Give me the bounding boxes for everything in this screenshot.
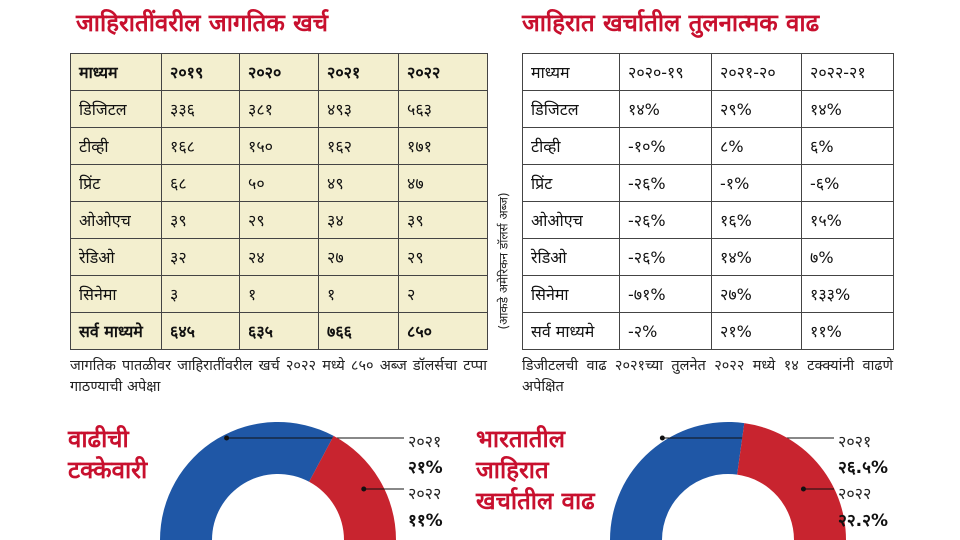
growth-row-label: टीव्ही [523,128,620,165]
spend-row-label: प्रिंट [71,165,162,202]
donut1-value-2021: २१% [408,458,443,478]
spend-cell: ३९ [162,202,240,239]
spend-header-row [71,54,488,91]
growth-column-header: माध्यम [523,54,620,91]
growth-cell: २१% [712,313,802,350]
growth-cell: १४% [620,91,712,128]
donut1-slice-0 [160,422,334,540]
growth-cell: २९% [712,91,802,128]
spend-cell: ४७ [399,165,488,202]
growth-cell: १३३% [802,276,894,313]
growth-cell: ६% [802,128,894,165]
spend-cell: ५० [240,165,319,202]
spend-row-label: सर्व माध्यमे [71,313,162,350]
growth-cell: २७% [712,276,802,313]
growth-cell: -२६% [620,202,712,239]
growth-row-label: रेडिओ [523,239,620,276]
spend-cell: ३९ [399,202,488,239]
table-row [71,313,488,350]
donut2-legend-2021: २०२१ [838,432,872,451]
spend-cell: २७ [319,239,399,276]
units-note-text: (आकडे अमेरिकन डॉलर्स अब्ज) [496,192,511,330]
donut1-legend-2021: २०२१ [408,432,442,451]
table-row [523,239,894,276]
donut1-legend-2022: २०२२ [408,484,442,503]
growth-row-label: सर्व माध्यमे [523,313,620,350]
spend-cell: २ [399,276,488,313]
spend-column-header: माध्यम [71,54,162,91]
india-growth-donut-chart [610,424,846,540]
growth-cell: १४% [712,239,802,276]
table-row [523,128,894,165]
growth-header-row [523,54,894,91]
spend-cell: ३८१ [240,91,319,128]
growth-donut-chart [160,424,396,540]
growth-cell: -२% [620,313,712,350]
donut1-leader-dot-1 [361,487,366,492]
growth-cell: १६% [712,202,802,239]
right-chart-title: जाहिरात खर्चातील तुलनात्मक वाढ [522,9,820,37]
growth-cell: १४% [802,91,894,128]
donut2-slice-1 [737,423,846,540]
spend-cell: ८५० [399,313,488,350]
growth-cell: -७१% [620,276,712,313]
growth-row-label: डिजिटल [523,91,620,128]
spend-cell: १ [319,276,399,313]
donut1-leader-dot-0 [224,436,229,441]
table-row [523,91,894,128]
spend-cell: २९ [240,202,319,239]
spend-column-header: २०१९ [162,54,240,91]
table-row [523,165,894,202]
spend-row-label: सिनेमा [71,276,162,313]
spend-cell: १६८ [162,128,240,165]
spend-cell: ५६३ [399,91,488,128]
table-row [523,276,894,313]
spend-row-label: डिजिटल [71,91,162,128]
spend-cell: २९ [399,239,488,276]
right-table-caption: डिजीटलची वाढ २०२१च्या तुलनेत २०२२ मध्ये १४ टक्क्यांनी वाढणे अपेक्षित [522,358,893,395]
spend-cell: ६४५ [162,313,240,350]
growth-cell: -१०% [620,128,712,165]
spend-column-header: २०२० [240,54,319,91]
spend-cell: ३४ [319,202,399,239]
table-row [71,91,488,128]
growth-row-label: प्रिंट [523,165,620,202]
spend-cell: ३२ [162,239,240,276]
growth-column-header: २०२२-२१ [802,54,894,91]
donut2-legend-2022: २०२२ [838,484,872,503]
spend-cell: ३३६ [162,91,240,128]
growth-column-header: २०२०-१९ [620,54,712,91]
table-row [71,276,488,313]
table-row [523,313,894,350]
growth-column-header: २०२१-२० [712,54,802,91]
donut2-value-2022: २२.२% [838,511,889,531]
spend-cell: १६२ [319,128,399,165]
growth-percentage-title: वाढीची टक्केवारी [68,425,148,484]
growth-cell: ७% [802,239,894,276]
growth-cell: -२६% [620,165,712,202]
growth-cell: -१% [712,165,802,202]
spend-cell: १ [240,276,319,313]
donut2-value-2021: २६.५% [838,458,889,478]
spend-column-header: २०२१ [319,54,399,91]
growth-row-label: सिनेमा [523,276,620,313]
table-row [71,128,488,165]
spend-column-header: २०२२ [399,54,488,91]
spend-cell: ४९३ [319,91,399,128]
left-table-caption: जागतिक पातळीवर जाहिरातींवरील खर्च २०२२ मध्ये ८५० अब्ज डॉलर्सचा टप्पा गाठण्याची अपेक्षा [70,358,487,395]
table-row [71,239,488,276]
spend-row-label: रेडिओ [71,239,162,276]
growth-row-label: ओओएच [523,202,620,239]
ad-spend-growth-table [522,53,894,350]
spend-cell: ६३५ [240,313,319,350]
growth-cell: ८% [712,128,802,165]
table-row [523,202,894,239]
growth-cell: -६% [802,165,894,202]
left-chart-title: जाहिरातींवरील जागतिक खर्च [76,9,329,37]
growth-cell: -२६% [620,239,712,276]
table-row [71,165,488,202]
spend-cell: ७६६ [319,313,399,350]
spend-cell: १५० [240,128,319,165]
donut2-leader-dot-1 [801,487,806,492]
growth-cell: १५% [802,202,894,239]
spend-row-label: ओओएच [71,202,162,239]
growth-cell: ११% [802,313,894,350]
spend-cell: २४ [240,239,319,276]
spend-cell: ४९ [319,165,399,202]
india-ad-growth-title: भारतातील जाहिरात खर्चातील वाढ [476,425,595,515]
table-row [71,202,488,239]
global-ad-spend-table [70,53,488,350]
donut1-value-2022: ११% [408,511,443,531]
spend-cell: ३ [162,276,240,313]
donut2-leader-dot-0 [660,436,665,441]
spend-cell: ६८ [162,165,240,202]
donut2-slice-0 [610,422,744,540]
spend-row-label: टीव्ही [71,128,162,165]
units-note [490,176,516,346]
spend-cell: १७१ [399,128,488,165]
